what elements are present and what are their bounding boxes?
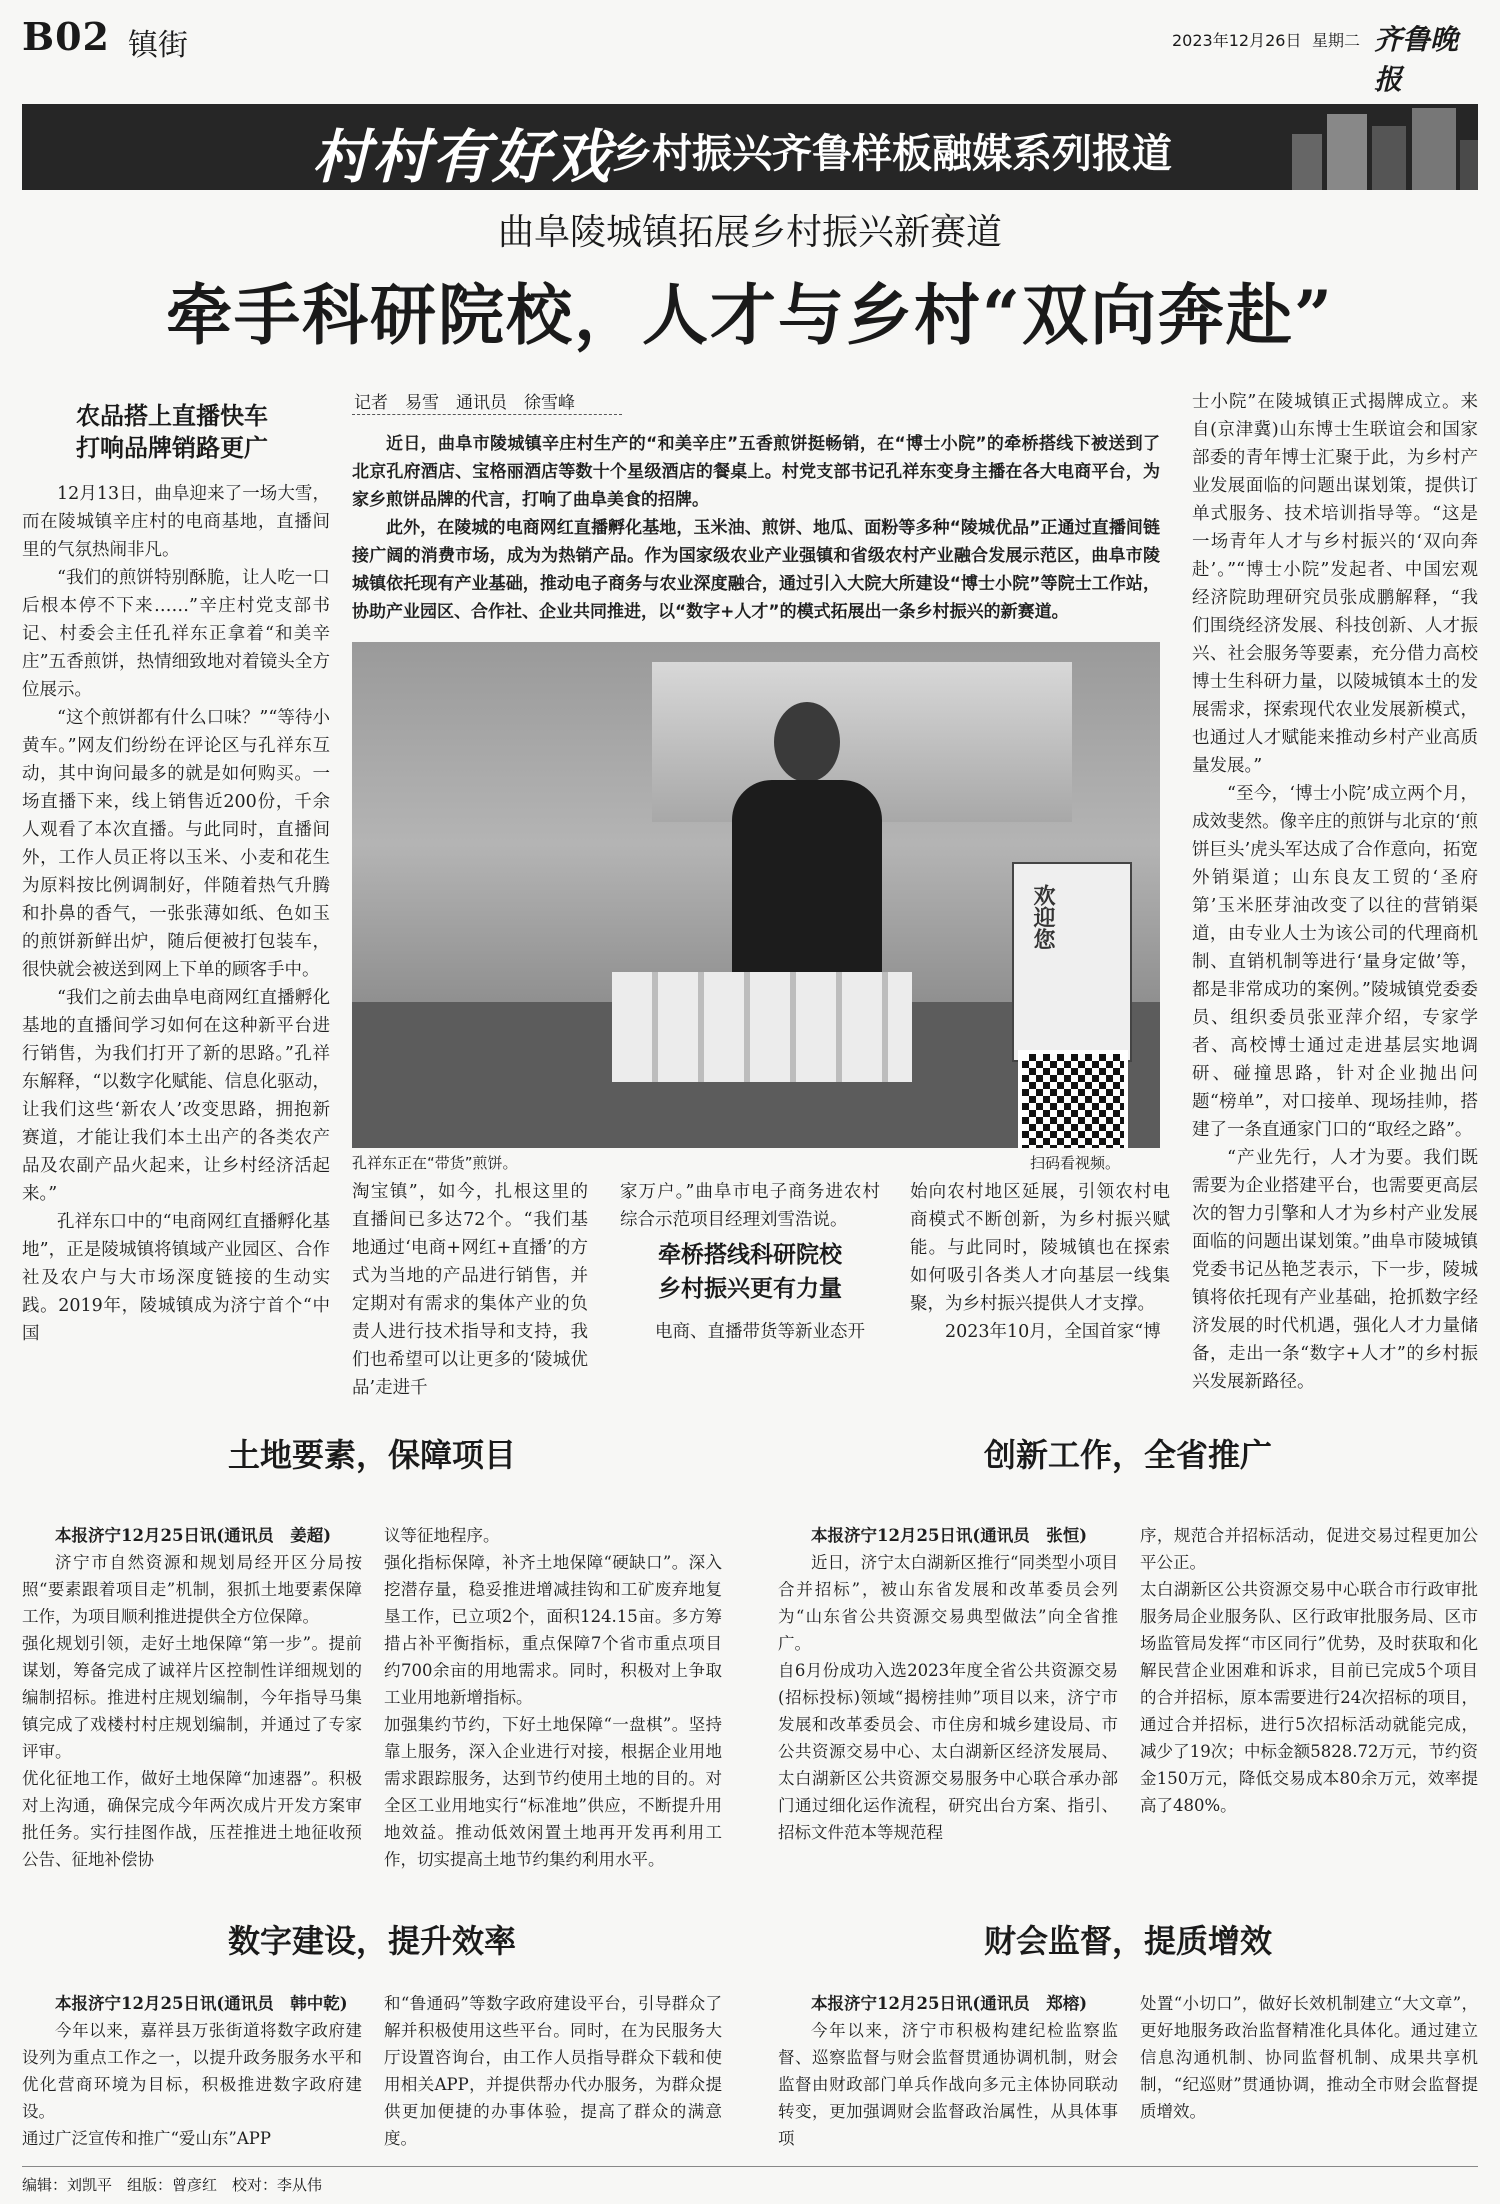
dateline: 本报济宁12月25日讯(通讯员 姜超): [55, 1526, 332, 1545]
paper-logo: 齐鲁晚报: [1374, 23, 1459, 96]
issue-weekday: 星期二: [1312, 31, 1361, 50]
article-text: 济宁市自然资源和规划局经开区分局按照“要素跟着项目走”机制，狠抓土地要素保障工作，为项目顺利推进提供全方位保障。 强化规划引领，走好土地保障“第一步”。提前谋划，筹备完成了诚祥片区控制性详细规划的编制招标。推进村庄规划编制，今年指导马集镇完成了戏楼村村庄规划编制，并通过了专家评审。 优化征地工作，做好土地保障“加速器”。积极对上沟通，确保完成今年两次成片开发方案审批任务。实行挂图作战，压茬推进土地征收预公告、征地补偿协: [22, 1553, 362, 1869]
lead-paragraph: 近日，曲阜市陵城镇辛庄村生产的“和美辛庄”五香煎饼挺畅销，在“博士小院”的牵桥搭线下被送到了北京孔府酒店、宝格丽酒店等数十个星级酒店的餐桌上。村党支部书记孔祥东变身主播在各大电商平台，为家乡煎饼品牌的代言，打响了曲阜美食的招牌。: [352, 434, 1160, 510]
dateline: 本报济宁12月25日讯(通讯员 张恒): [811, 1526, 1088, 1545]
qr-caption: 扫码看视频。: [1030, 1154, 1121, 1172]
article-kicker: 曲阜陵城镇拓展乡村振兴新赛道: [497, 212, 1002, 253]
article-title: 数字建设，提升效率: [227, 1922, 516, 1960]
page-code: B02: [22, 14, 110, 59]
article-text: 议等征地程序。 强化指标保障，补齐土地保障“硬缺口”。深入挖潜存量，稳妥推进增减挂钩和工矿废弃地复垦工作，已立项2个，面积124.15亩。多方筹措占补平衡指标，重点保障7个省市重点项目约700余亩的用地需求。同时，积极对上争取工业用地新增指标。 加强集约节约，下好土地保障“一盘棋”。坚持靠上服务，深入企业进行对接，根据企业用地需求跟踪服务，达到节约使用土地的目的。对全区工业用地实行“标准地”供应，不断提升用地效益。推动低效闲置土地再开发再利用工作，切实提高土地节约集约利用水平。: [384, 1526, 722, 1869]
dateline: 本报济宁12月25日讯(通讯员 郑榕): [811, 1994, 1088, 2013]
lead-paragraph: 此外，在陵城的电商网红直播孵化基地，玉米油、煎饼、地瓜、面粉等多种“陵城优品”正通过直播间链接广阔的消费市场，成为为热销产品。作为国家级农业产业强镇和省级农村产业融合发展示范区，曲阜市陵城镇依托现有产业基础，推动电子商务与农业深度融合，通过引入大院大所建设“博士小院”等院士工作站，协助产业园区、合作社、企业共同推进，以“数字+人才”的模式拓展出一条乡村振兴的新赛道。: [352, 518, 1160, 622]
paragraph: 12月13日，曲阜迎来了一场大雪，而在陵城镇辛庄村的电商基地，直播间里的气氛热闹非凡。: [22, 484, 330, 560]
paragraph: 士小院”在陵城镇正式揭牌成立。来自(京津冀)山东博士生联谊会和国家部委的青年博士汇聚于此，为乡村产业发展面临的问题出谋划策，提供订单式服务、技术培训指导等。“这是一场青年人才与乡村振兴的‘双向奔赴’。”“博士小院”发起者、中国宏观经济院助理研究员张成鹏解释，“我们围绕经济发展、科技创新、人才振兴、社会服务等要素，充分借力高校博士生科研力量，以陵城镇本土的发展需求，探索现代农业发展新模式，也通过人才赋能来推动乡村产业高质量发展。”: [1192, 392, 1478, 776]
article-text: 今年以来，济宁市积极构建纪检监察监督、巡察监督与财会监督贯通协调机制，财会监督由财政部门单兵作战向多元主体协同联动转变，更加强调财会监督政治属性，从具体事项: [778, 2021, 1118, 2148]
article-headline: 牵手科研院校，人才与乡村“双向奔赴”: [166, 276, 1334, 354]
paragraph: “产业先行，人才为要。我们既需要为企业搭建平台，也需要更高层次的智力引擎和人才为乡村产业发展面临的问题出谋划策。”曲阜市陵城镇党委书记丛艳芝表示，下一步，陵城镇将依托现有产业基础，抢抓数字经济发展的时代机遇，强化人才力量储备，走出一条“数字+人才”的乡村振兴发展新路径。: [1192, 1148, 1478, 1392]
short-article-4: [778, 1916, 1478, 2152]
footer-rule: [22, 2166, 1478, 2167]
banner-series: 乡村振兴齐鲁样板融媒系列报道: [612, 131, 1172, 177]
paragraph: 2023年10月，全国首家“博: [945, 1322, 1161, 1342]
article-text: 序，规范合并招标活动，促进交易过程更加公平公正。 太白湖新区公共资源交易中心联合市行政审批服务局企业服务队、区行政审批服务局、区市场监管局发挥“市区同行”优势，及时获取和化解民营企业困难和诉求，目前已完成5个项目的合并招标，原本需要进行24次招标的项目，通过合并招标，进行5次招标活动就能完成，减少了19次；中标金额5828.72万元，节约资金150万元，降低交易成本80余万元，效率提高了480%。: [1140, 1526, 1478, 1815]
article-title: 财会监督，提质增效: [983, 1922, 1272, 1960]
column-3: [620, 1178, 880, 1234]
skyline-graphic: [1272, 104, 1478, 190]
short-article-1: [22, 1430, 722, 1873]
article-title: 创新工作，全省推广: [983, 1436, 1272, 1474]
paragraph: 淘宝镇”，如今，扎根这里的直播间已多达72个。“我们基地通过‘电商+网红+直播’的方式为当地的产品进行销售，并定期对有需求的集体产业的负责人进行技术指导和支持，我们也希望可以让更多的‘陵城优品’走进千: [352, 1182, 588, 1398]
article-text: 今年以来，嘉祥县万张街道将数字政府建设列为重点工作之一，以提升政务服务水平和优化营商环境为目标，积极推进数字政府建设。 通过广泛宣传和推广“爱山东”APP: [22, 2021, 362, 2148]
paragraph: 孔祥东口中的“电商网红直播孵化基地”，正是陵城镇将镇域产业园区、合作社及农户与大市场深度链接的生动实践。2019年，陵城镇成为济宁首个“中国: [22, 1212, 330, 1344]
article-text: 处置“小切口”，做好长效机制建立“大文章”，更好地服务政治监督精准化具体化。通过建立信息沟通机制、协同监督机制、成果共享机制，“纪巡财”贯通协调，推动全市财会监督提质增效。: [1140, 1994, 1478, 2121]
subhead-1: 农品搭上直播快车 打响品牌销路更广: [76, 401, 268, 462]
page-header: [22, 14, 1478, 96]
dateline: 本报济宁12月25日讯(通讯员 韩中乾): [55, 1994, 348, 2013]
column-2: [352, 1178, 588, 1402]
photo-products: [612, 972, 912, 1082]
footer-credits: 编辑：刘凯平 组版：曾彦红 校对：李从伟: [22, 2176, 323, 2194]
paragraph: “我们的煎饼特别酥脆，让人吃一口后根本停不下来……”辛庄村党支部书记、村委会主任孔祥东正拿着“和美辛庄”五香煎饼，热情细致地对着镜头全方位展示。: [22, 568, 330, 700]
section-name: 镇街: [128, 28, 188, 63]
short-article-3: [22, 1916, 722, 2152]
column-3b: [620, 1318, 880, 1346]
photo-banner-text: 欢迎您: [1030, 884, 1056, 950]
byline-rule: [352, 414, 622, 415]
article-photo: [352, 642, 1160, 1148]
lead: [352, 430, 1160, 626]
paragraph: “至今，‘博士小院’成立两个月，成效斐然。像辛庄的煎饼与北京的‘煎饼巨头’虎头军达成了合作意向，拓宽外销渠道；山东良友工贸的‘圣府第’玉米胚芽油改变了以往的营销渠道，由专业人士为该公司的代理商机制、直销机制等进行‘量身定做’等，都是非常成功的案例。”陵城镇党委委员、组织委员张亚萍介绍，专家学者、高校博士通过走进基层实地调研、碰撞思路，针对企业抛出问题“榜单”，对口接单、现场挂帅，搭建了一条直通家门口的“取经之路”。: [1192, 784, 1478, 1140]
series-banner: [22, 104, 1478, 190]
article-title: 土地要素，保障项目: [227, 1436, 516, 1474]
banner-brand: 村村有好戏: [312, 123, 613, 190]
column-5: [1192, 388, 1478, 1393]
paragraph: 电商、直播带货等新业态开: [655, 1322, 865, 1342]
photo-caption: 孔祥东正在“带货”煎饼。: [352, 1154, 518, 1172]
paragraph: 始向农村地区延展，引领农村电商模式不断创新，为乡村振兴赋能。与此同时，陵城镇也在探索如何吸引各类人才向基层一线集聚，为乡村振兴提供人才支撑。: [910, 1182, 1170, 1314]
issue-date: 2023年12月26日: [1172, 31, 1302, 50]
article-text: 近日，济宁太白湖新区推行“同类型小项目合并招标”，被山东省发展和改革委员会列为“山东省公共资源交易典型做法”向全省推广。 自6月份成功入选2023年度全省公共资源交易(招标投标)领域“揭榜挂帅”项目以来，济宁市发展和改革委员会、市住房和城乡建设局、市公共资源交易中心、太白湖新区经济发展局、太白湖新区公共资源交易服务中心联合承办部门通过细化运作流程，研究出台方案、指引、招标文件范本等规范程: [778, 1553, 1118, 1842]
paragraph: “我们之前去曲阜电商网红直播孵化基地的直播间学习如何在这种新平台进行销售，为我们打开了新的思路。”孔祥东解释，“以数字化赋能、信息化驱动，让我们这些‘新农人’改变思路，拥抱新赛道，才能让我们本土出产的各类农产品及农副产品火起来，让乡村经济活起来。”: [22, 988, 330, 1204]
subhead-2: 牵桥搭线科研院校 乡村振兴更有力量: [658, 1241, 842, 1302]
paragraph: 家万户。”曲阜市电子商务进农村综合示范项目经理刘雪浩说。: [620, 1182, 880, 1230]
paragraph: “这个煎饼都有什么口味？”“等待小黄车。”网友们纷纷在评论区与孔祥东互动，其中询问最多的就是如何购买。一场直播下来，线上销售近200份，千余人观看了本次直播。与此同时，直播间外，工作人员正将以玉米、小麦和花生为原料按比例调制好，伴随着热气升腾和扑鼻的香气，一张张薄如纸、色如玉的煎饼新鲜出炉，随后便被打包装车，很快就会被送到网上下单的顾客手中。: [22, 708, 330, 980]
qr-code: [1018, 1050, 1128, 1148]
column-4: [910, 1178, 1170, 1346]
byline: 记者 易雪 通讯员 徐雪峰: [354, 393, 575, 413]
photo-banner: [1012, 862, 1132, 1062]
article-text: 和“鲁通码”等数字政府建设平台，引导群众了解并积极使用这些平台。同时，在为民服务大厅设置咨询台，由工作人员指导群众下载和使用相关APP，并提供帮办代办服务，为群众提供更加便捷的办事体验，提高了群众的满意度。: [384, 1994, 722, 2148]
short-article-2: [778, 1430, 1478, 1846]
